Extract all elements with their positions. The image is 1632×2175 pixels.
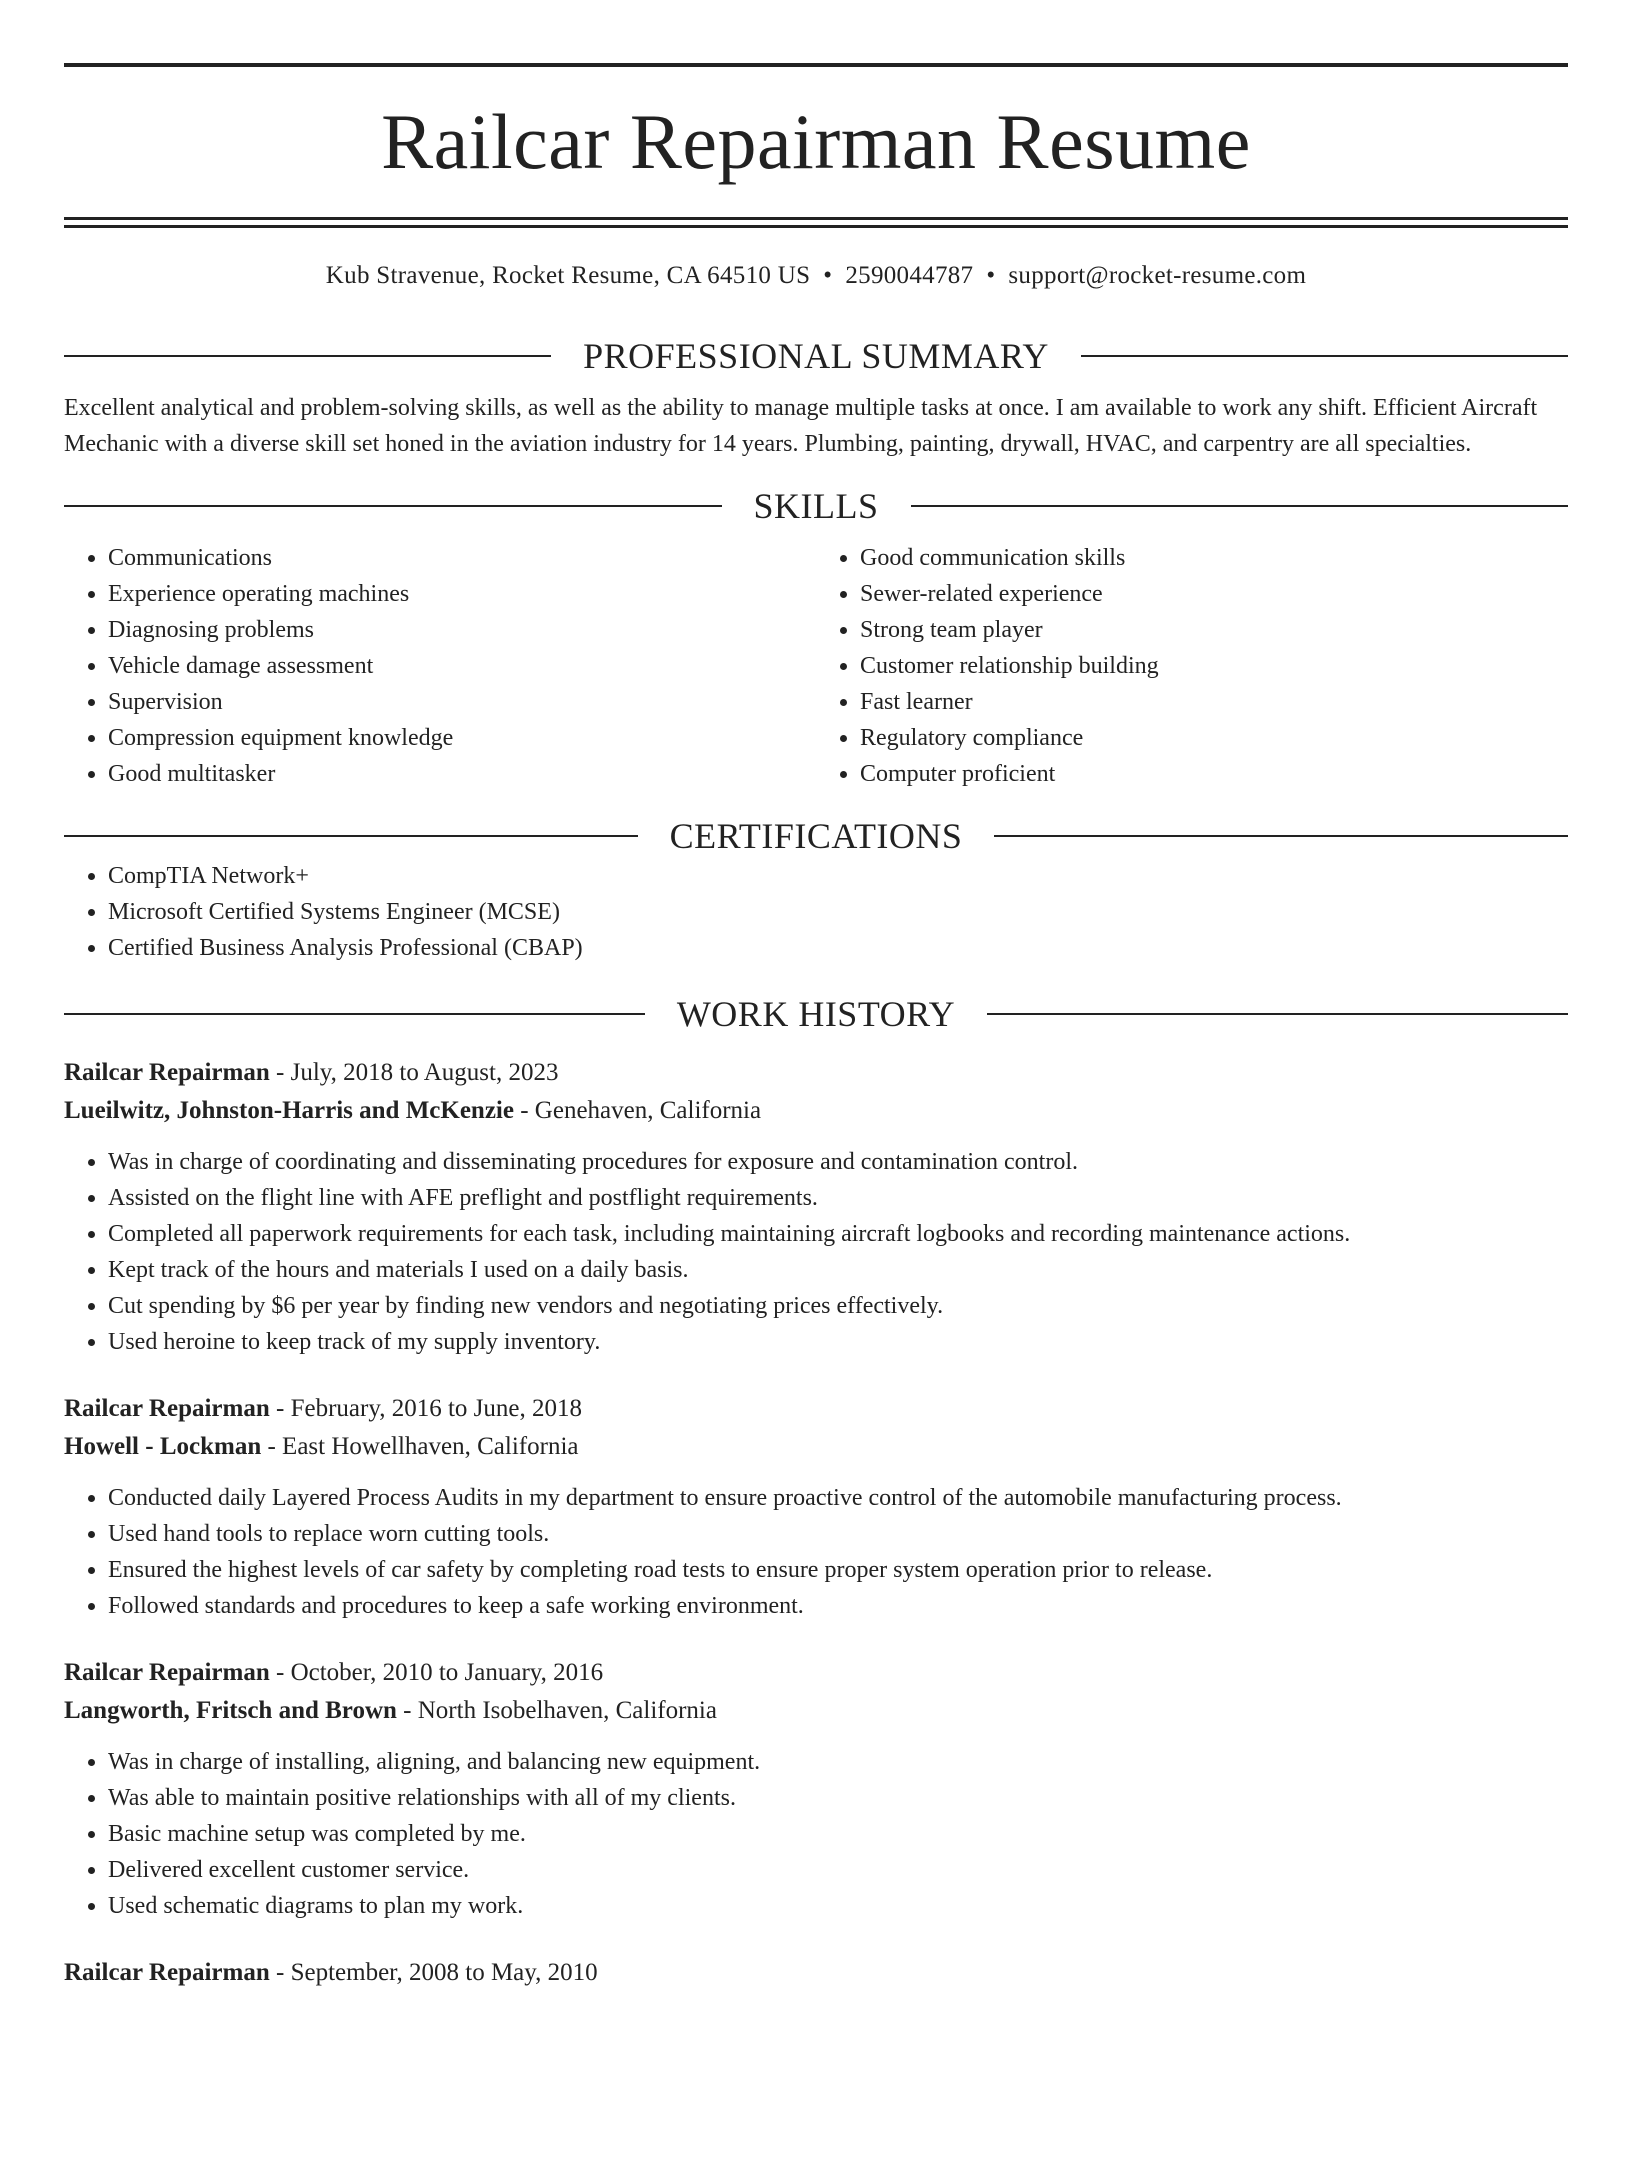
job-duty-item: • Used schematic diagrams to plan my work.	[108, 1888, 1568, 1924]
contact-email: support@rocket-resume.com	[1008, 262, 1307, 289]
contact-separator: •	[823, 262, 833, 289]
job-duties-list	[64, 1144, 1568, 1360]
title-double-rule	[64, 217, 1568, 228]
job-title: Railcar Repairman	[64, 1959, 270, 1986]
job-duty-item: • Was in charge of installing, aligning, and balancing new equipment.	[108, 1744, 1568, 1780]
job-duty-item: • Assisted on the flight line with AFE preflight and postflight requirements.	[108, 1180, 1568, 1216]
job-duty-item: • Cut spending by $6 per year by finding new vendors and negotiating prices effectively.	[108, 1288, 1568, 1324]
skill-item: • Regulatory compliance	[860, 720, 1568, 756]
job-entry	[64, 1654, 1568, 1924]
resume-title: Railcar Repairman Resume	[381, 98, 1251, 185]
job-duty-item: • Ensured the highest levels of car safety by completing road tests to ensure proper system operation prior to release.	[108, 1552, 1568, 1588]
job-duty-item: • Was able to maintain positive relationships with all of my clients.	[108, 1780, 1568, 1816]
contact-line	[64, 262, 1568, 290]
skill-item: • Good multitasker	[108, 756, 816, 792]
top-rule	[64, 63, 1568, 67]
job-title: Railcar Repairman	[64, 1395, 270, 1422]
job-company: Howell - Lockman	[64, 1433, 262, 1460]
skills-heading-label: SKILLS	[753, 486, 879, 526]
job-dates: - October, 2010 to January, 2016	[269, 1659, 604, 1686]
skill-item: • Strong team player	[860, 612, 1568, 648]
heading-rule-left	[64, 505, 722, 507]
job-dates: - February, 2016 to June, 2018	[269, 1395, 582, 1422]
job-dates: - July, 2018 to August, 2023	[269, 1059, 559, 1086]
skill-item: • Experience operating machines	[108, 576, 816, 612]
skills-columns	[64, 540, 1568, 792]
skills-list-right	[816, 540, 1568, 792]
summary-heading-label: PROFESSIONAL SUMMARY	[583, 336, 1049, 376]
certifications-heading-label: CERTIFICATIONS	[669, 816, 963, 856]
contact-phone: 2590044787	[845, 262, 974, 289]
job-duty-item: • Was in charge of coordinating and disseminating procedures for exposure and contamination control.	[108, 1144, 1568, 1180]
job-location: - North Isobelhaven, California	[396, 1697, 717, 1724]
job-duties-list	[64, 1744, 1568, 1924]
job-company: Langworth, Fritsch and Brown	[64, 1697, 397, 1724]
work-history-heading-label: WORK HISTORY	[676, 994, 956, 1034]
skills-heading	[64, 484, 1568, 528]
heading-rule-right	[1081, 355, 1568, 357]
job-duty-item: • Conducted daily Layered Process Audits in my department to ensure proactive control of the automobile manufacturing process.	[108, 1480, 1568, 1516]
skill-item: • Computer proficient	[860, 756, 1568, 792]
certification-item: • CompTIA Network+	[108, 858, 1568, 894]
heading-rule-right	[911, 505, 1569, 507]
certification-item: • Microsoft Certified Systems Engineer (MCSE)	[108, 894, 1568, 930]
job-title-line	[64, 1054, 1568, 1092]
job-location: - Genehaven, California	[513, 1097, 762, 1124]
heading-rule-right	[987, 1013, 1568, 1015]
job-duty-item: • Used heroine to keep track of my supply inventory.	[108, 1324, 1568, 1360]
job-duty-item: • Used hand tools to replace worn cutting tools.	[108, 1516, 1568, 1552]
job-duties-list	[64, 1480, 1568, 1624]
job-location: - East Howellhaven, California	[261, 1433, 579, 1460]
job-title-line	[64, 1654, 1568, 1692]
job-duty-item: • Kept track of the hours and materials I used on a daily basis.	[108, 1252, 1568, 1288]
contact-separator: •	[986, 262, 996, 289]
job-dates: - September, 2008 to May, 2010	[269, 1959, 598, 1986]
heading-rule-left	[64, 355, 551, 357]
skill-item: • Customer relationship building	[860, 648, 1568, 684]
work-history-heading	[64, 992, 1568, 1036]
job-duty-item: • Completed all paperwork requirements for each task, including maintaining aircraft logbooks and recording maintenance actions.	[108, 1216, 1568, 1252]
skill-item: • Vehicle damage assessment	[108, 648, 816, 684]
job-entry	[64, 1054, 1568, 1360]
skill-item: • Compression equipment knowledge	[108, 720, 816, 756]
work-history-list	[64, 1054, 1568, 1992]
heading-rule-left	[64, 835, 638, 837]
job-duty-item: • Followed standards and procedures to keep a safe working environment.	[108, 1588, 1568, 1624]
skill-item: • Fast learner	[860, 684, 1568, 720]
job-company: Lueilwitz, Johnston-Harris and McKenzie	[64, 1097, 514, 1124]
job-title: Railcar Repairman	[64, 1659, 270, 1686]
heading-rule-left	[64, 1013, 645, 1015]
skill-item: • Communications	[108, 540, 816, 576]
skill-item: • Supervision	[108, 684, 816, 720]
job-company-line	[64, 1692, 1568, 1730]
job-duty-item: • Delivered excellent customer service.	[108, 1852, 1568, 1888]
job-duty-item: • Basic machine setup was completed by me.	[108, 1816, 1568, 1852]
summary-text: Excellent analytical and problem-solving skills, as well as the ability to manage multiple tasks at once. I am available to work any shift. Efficient Aircraft Mechanic with a diverse skill set honed in the aviation industry for 14 years. Plumbing, painting, drywall, HVAC, and carpentry are all specialties.	[64, 395, 1538, 457]
job-title: Railcar Repairman	[64, 1059, 270, 1086]
certifications-list	[64, 858, 1568, 966]
skills-list-left	[64, 540, 816, 792]
skill-item: • Sewer-related experience	[860, 576, 1568, 612]
contact-address: Kub Stravenue, Rocket Resume, CA 64510 US	[325, 262, 811, 289]
job-entry	[64, 1954, 1568, 1992]
certification-item: • Certified Business Analysis Professional (CBAP)	[108, 930, 1568, 966]
skill-item: • Good communication skills	[860, 540, 1568, 576]
heading-rule-right	[994, 835, 1568, 837]
resume-page	[0, 63, 1632, 2175]
summary-heading	[64, 334, 1568, 378]
job-company-line	[64, 1092, 1568, 1130]
job-title-line	[64, 1390, 1568, 1428]
skill-item: • Diagnosing problems	[108, 612, 816, 648]
job-company-line	[64, 1428, 1568, 1466]
certifications-heading	[64, 814, 1568, 858]
job-title-line	[64, 1954, 1568, 1992]
job-entry	[64, 1390, 1568, 1624]
